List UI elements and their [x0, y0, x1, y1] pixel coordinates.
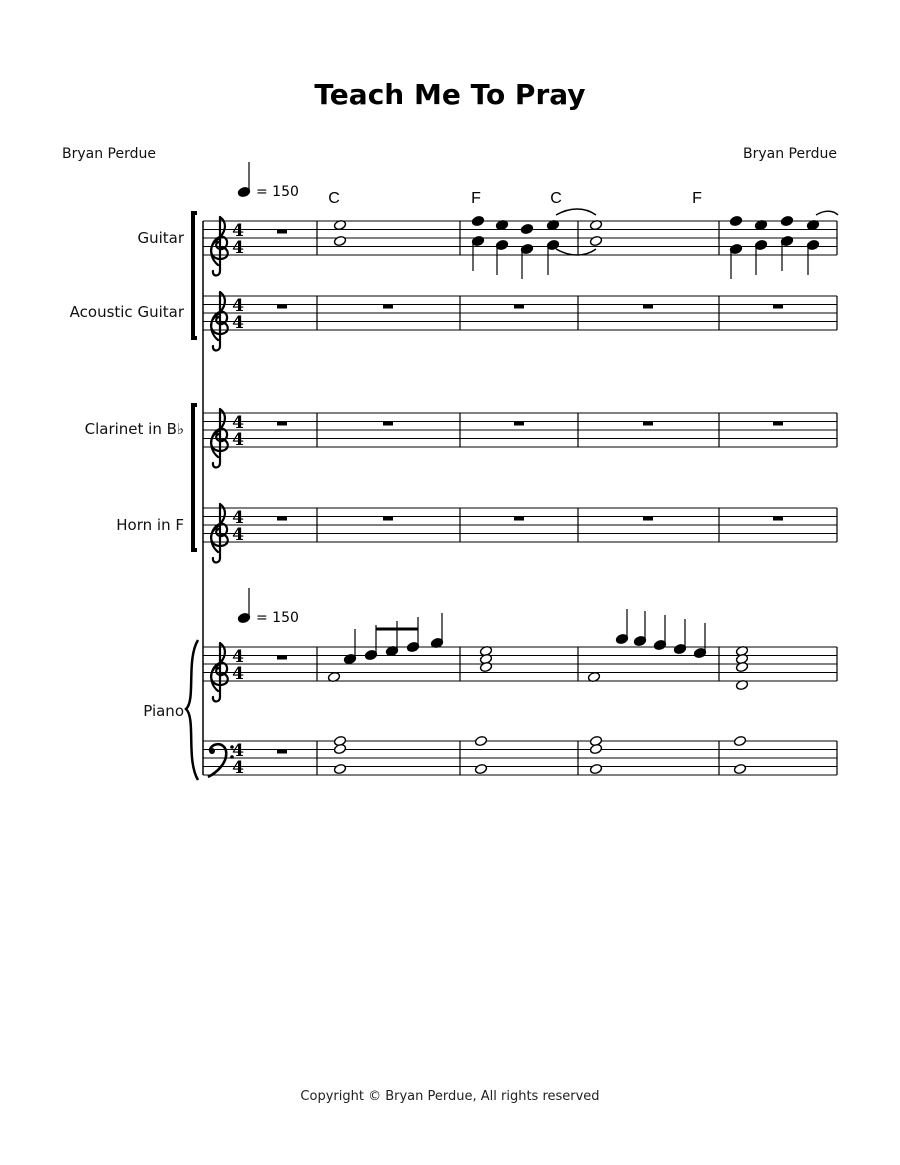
chord-symbol: C — [328, 190, 340, 207]
time-signature-bottom: 4 — [232, 238, 244, 258]
rest — [773, 422, 783, 426]
bracket-guitars — [193, 213, 197, 338]
whole-note — [333, 763, 346, 774]
time-signature-top: 4 — [232, 221, 244, 241]
composer-right: Bryan Perdue — [743, 146, 837, 162]
whole-note — [733, 763, 746, 774]
whole-note — [735, 661, 748, 672]
rest — [277, 517, 287, 521]
time-signature-bottom: 4 — [232, 525, 244, 545]
instrument-label-clarinet: Clarinet in B♭ — [84, 420, 184, 438]
chord-symbol: F — [471, 190, 481, 207]
whole-note — [333, 235, 346, 246]
rest — [277, 230, 287, 234]
instrument-label-guitar: Guitar — [137, 229, 184, 247]
whole-note — [474, 735, 487, 746]
rest — [383, 422, 393, 426]
rest — [277, 305, 287, 309]
rest — [643, 422, 653, 426]
tie — [816, 211, 838, 215]
copyright-notice: Copyright © Bryan Perdue, All rights reserved — [300, 1089, 600, 1104]
whole-note — [333, 743, 346, 754]
time-signature-top: 4 — [232, 741, 244, 761]
rest — [773, 517, 783, 521]
composer-left: Bryan Perdue — [62, 146, 156, 162]
whole-note — [589, 763, 602, 774]
instrument-label-piano: Piano — [143, 702, 184, 720]
chord-symbol: C — [550, 190, 562, 207]
tie — [556, 209, 596, 215]
time-signature-bottom: 4 — [232, 664, 244, 684]
whole-note — [733, 735, 746, 746]
rest — [514, 422, 524, 426]
tempo-marking-piano: = 150 — [256, 610, 299, 626]
score-title: Teach Me To Pray — [314, 78, 586, 111]
rest — [383, 517, 393, 521]
whole-note — [589, 743, 602, 754]
whole-note — [589, 235, 602, 246]
quarter-note — [729, 215, 742, 226]
rest — [514, 305, 524, 309]
time-signature-top: 4 — [232, 296, 244, 316]
rest — [514, 517, 524, 521]
rest — [277, 656, 287, 660]
quarter-note — [780, 215, 793, 226]
tempo-marking-top: = 150 — [256, 184, 299, 200]
rest — [277, 750, 287, 754]
quarter-note — [520, 223, 533, 234]
rest — [383, 305, 393, 309]
rest — [643, 517, 653, 521]
chord-symbol: F — [692, 190, 702, 207]
instrument-label-horn: Horn in F — [116, 516, 184, 534]
rest — [277, 422, 287, 426]
piano-brace — [186, 640, 198, 780]
time-signature-top: 4 — [232, 413, 244, 433]
rest — [773, 305, 783, 309]
instrument-label-acoustic-guitar: Acoustic Guitar — [69, 303, 184, 321]
tie — [556, 249, 596, 255]
time-signature-bottom: 4 — [232, 758, 244, 778]
time-signature-bottom: 4 — [232, 313, 244, 333]
whole-note — [474, 763, 487, 774]
whole-note — [479, 661, 492, 672]
time-signature-top: 4 — [232, 647, 244, 667]
time-signature-top: 4 — [232, 508, 244, 528]
time-signature-bottom: 4 — [232, 430, 244, 450]
quarter-note — [471, 215, 484, 226]
rest — [643, 305, 653, 309]
bracket-winds — [193, 405, 197, 550]
